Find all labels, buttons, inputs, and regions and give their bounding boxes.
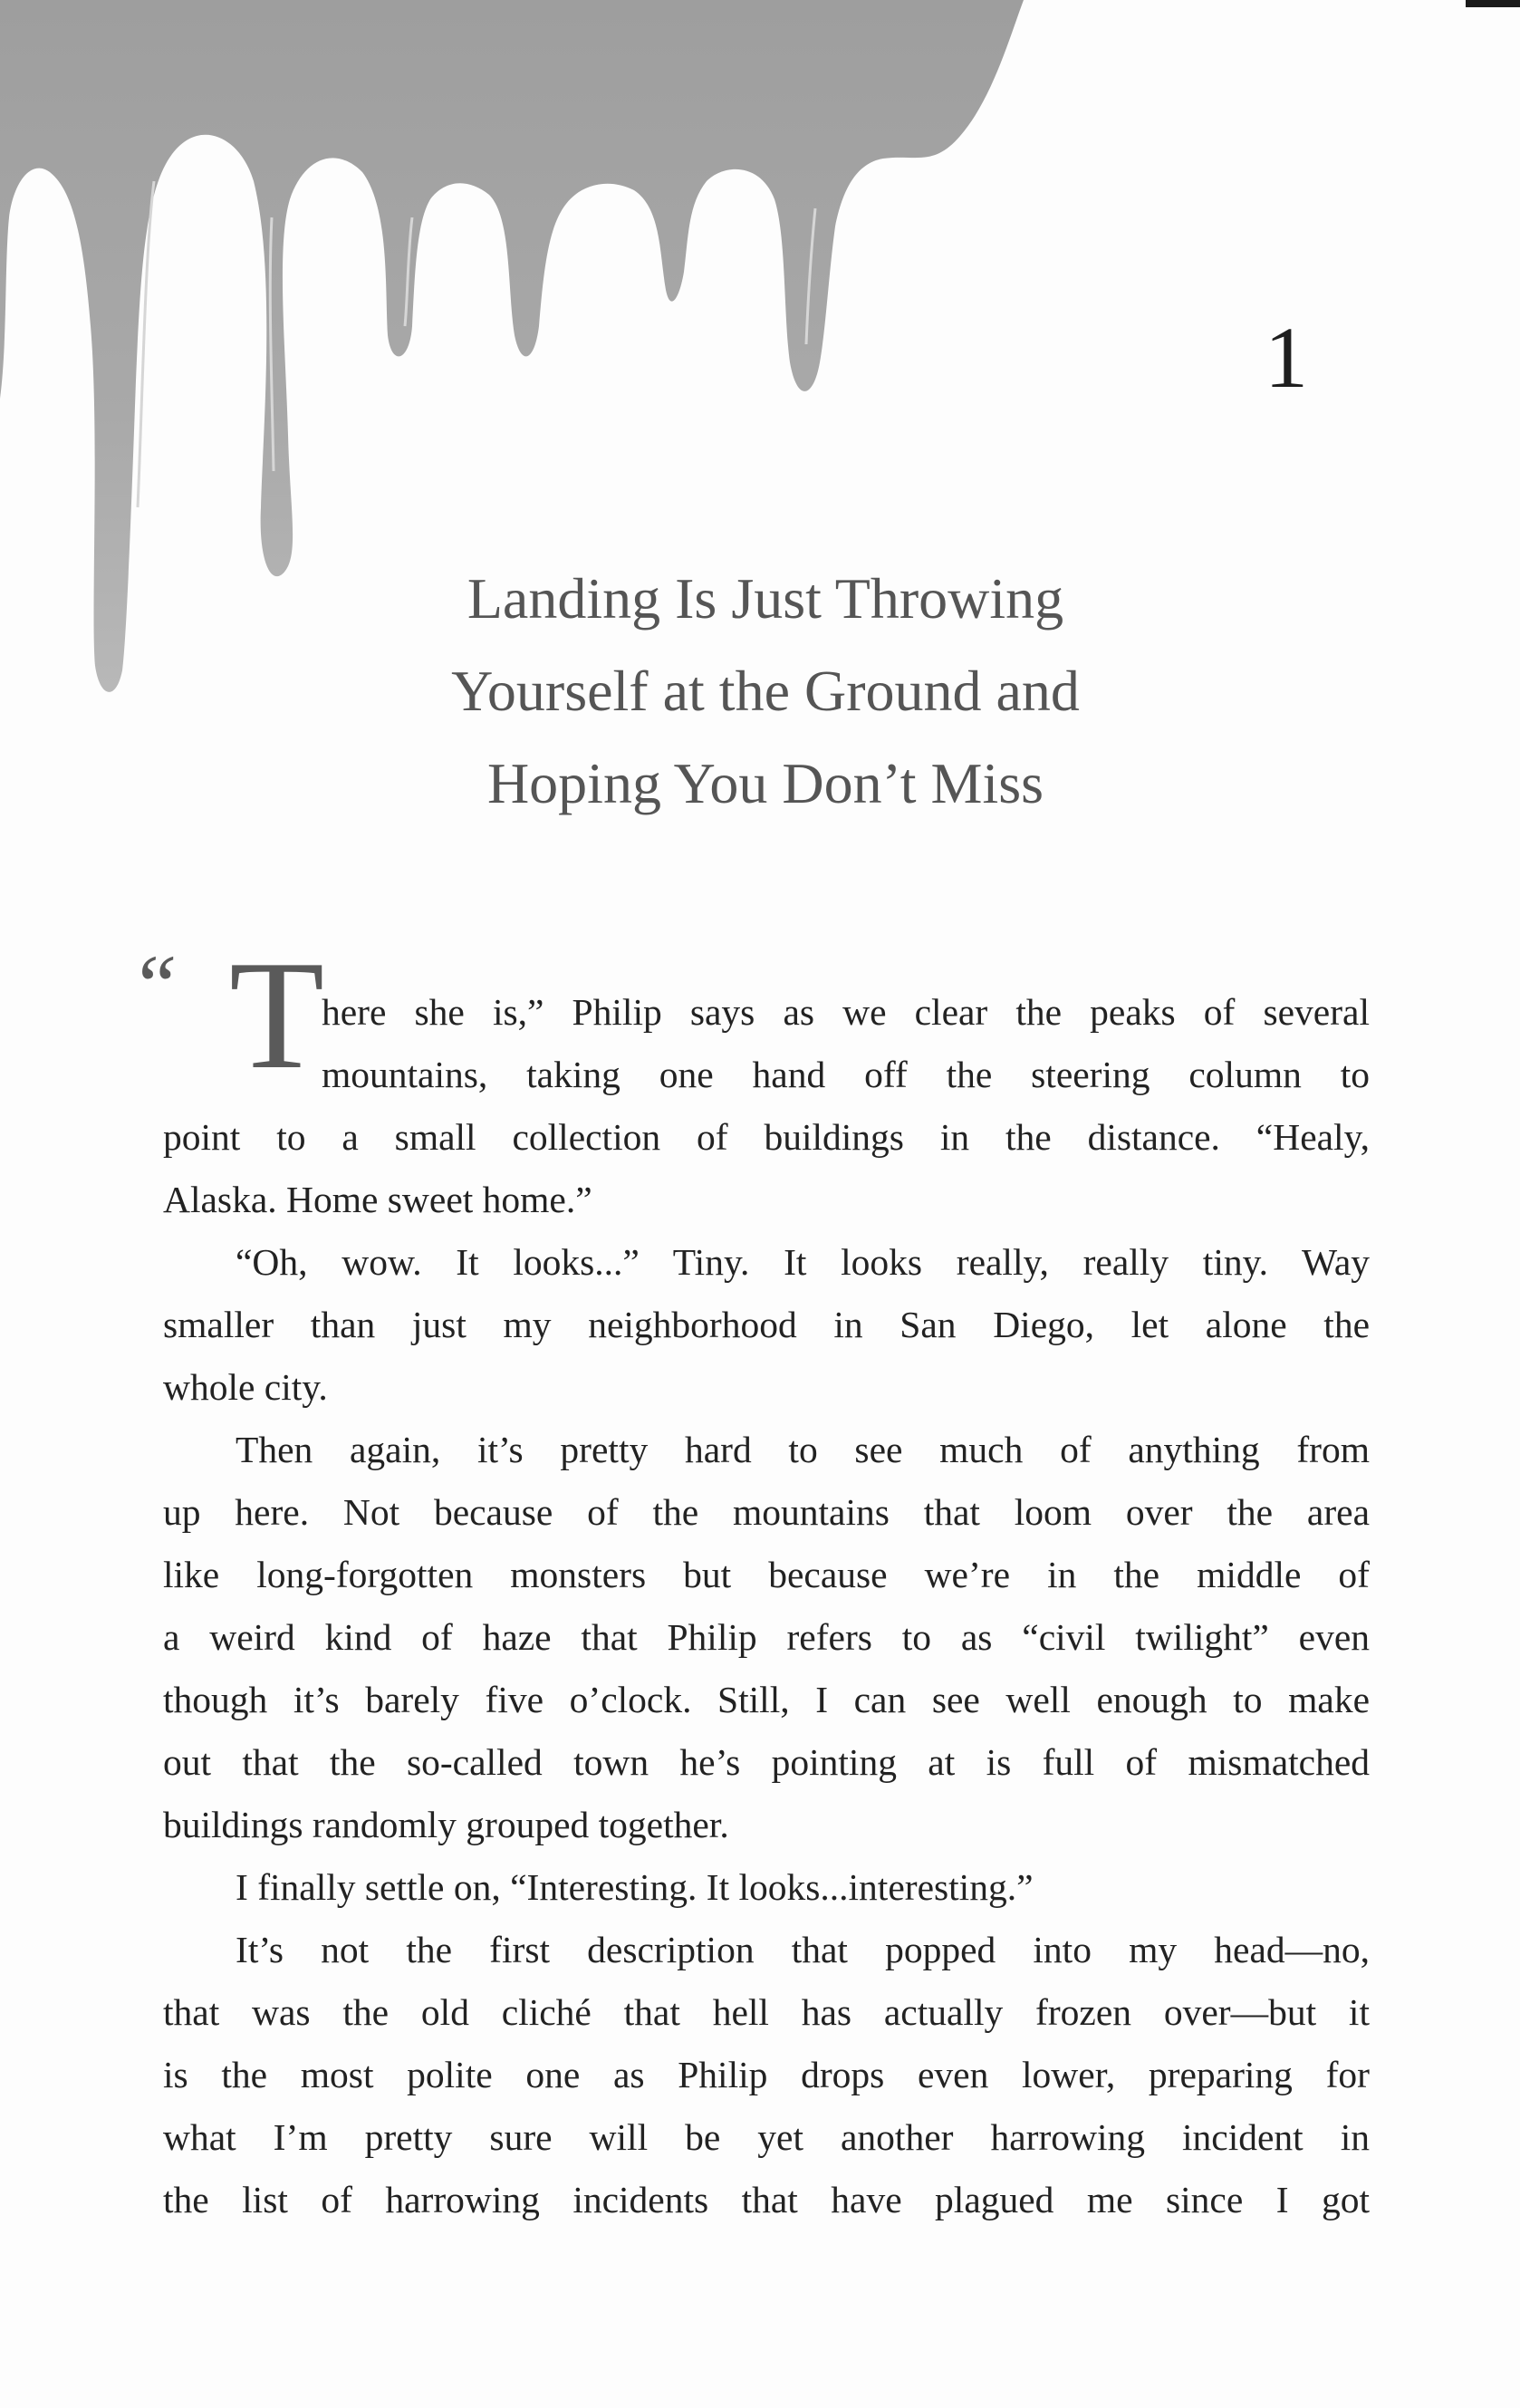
text-line: the list of harrowing incidents that have plagued me since I got [163, 2179, 1370, 2220]
text-line: buildings randomly grouped together. [163, 1804, 729, 1845]
text-line: that was the old cliché that hell has actually frozen over—but it [163, 1991, 1370, 2033]
drop-cap-letter: T [229, 929, 325, 1102]
chapter-title-line: Hoping You Don’t Miss [486, 751, 1044, 815]
text-line: point to a small collection of buildings in the distance. “Healy, [163, 1116, 1370, 1158]
text-line: is the most polite one as Philip drops even lower, preparing for [163, 2054, 1370, 2095]
chapter-body-text [163, 981, 1370, 2231]
text-line: “Oh, wow. It looks...” Tiny. It looks really, really tiny. Way [236, 1241, 1370, 1283]
text-line: here she is,” Philip says as we clear the peaks of several [322, 991, 1370, 1033]
chapter-title-line: Landing Is Just Throwing [467, 566, 1064, 631]
text-line: I finally settle on, “Interesting. It looks...interesting.” [236, 1866, 1034, 1908]
text-line: what I’m pretty sure will be yet another harrowing incident in [163, 2116, 1370, 2158]
text-line: smaller than just my neighborhood in San Diego, let alone the [163, 1304, 1370, 1345]
text-line: up here. Not because of the mountains that loom over the area [163, 1491, 1370, 1533]
text-line: Then again, it’s pretty hard to see much of anything from [236, 1429, 1370, 1470]
chapter-number: 1 [1265, 309, 1308, 406]
drop-cap-quote: “ [130, 937, 178, 1034]
text-line: a weird kind of haze that Philip refers to as “civil twilight” even [163, 1616, 1370, 1658]
text-line: whole city. [163, 1366, 328, 1408]
page-edge-mark [1466, 0, 1520, 7]
text-line: mountains, taking one hand off the steering column to [322, 1054, 1370, 1095]
text-line: like long-forgotten monsters but because we’re in the middle of [163, 1554, 1370, 1595]
chapter-title-line: Yourself at the Ground and [451, 659, 1080, 723]
text-line: Alaska. Home sweet home.” [163, 1179, 592, 1220]
text-line: though it’s barely five o’clock. Still, I can see well enough to make [163, 1679, 1370, 1720]
text-line: It’s not the first description that popped into my head—no, [236, 1929, 1370, 1970]
chapter-title [299, 553, 1232, 830]
text-line: out that the so-called town he’s pointing at is full of mismatched [163, 1741, 1370, 1783]
